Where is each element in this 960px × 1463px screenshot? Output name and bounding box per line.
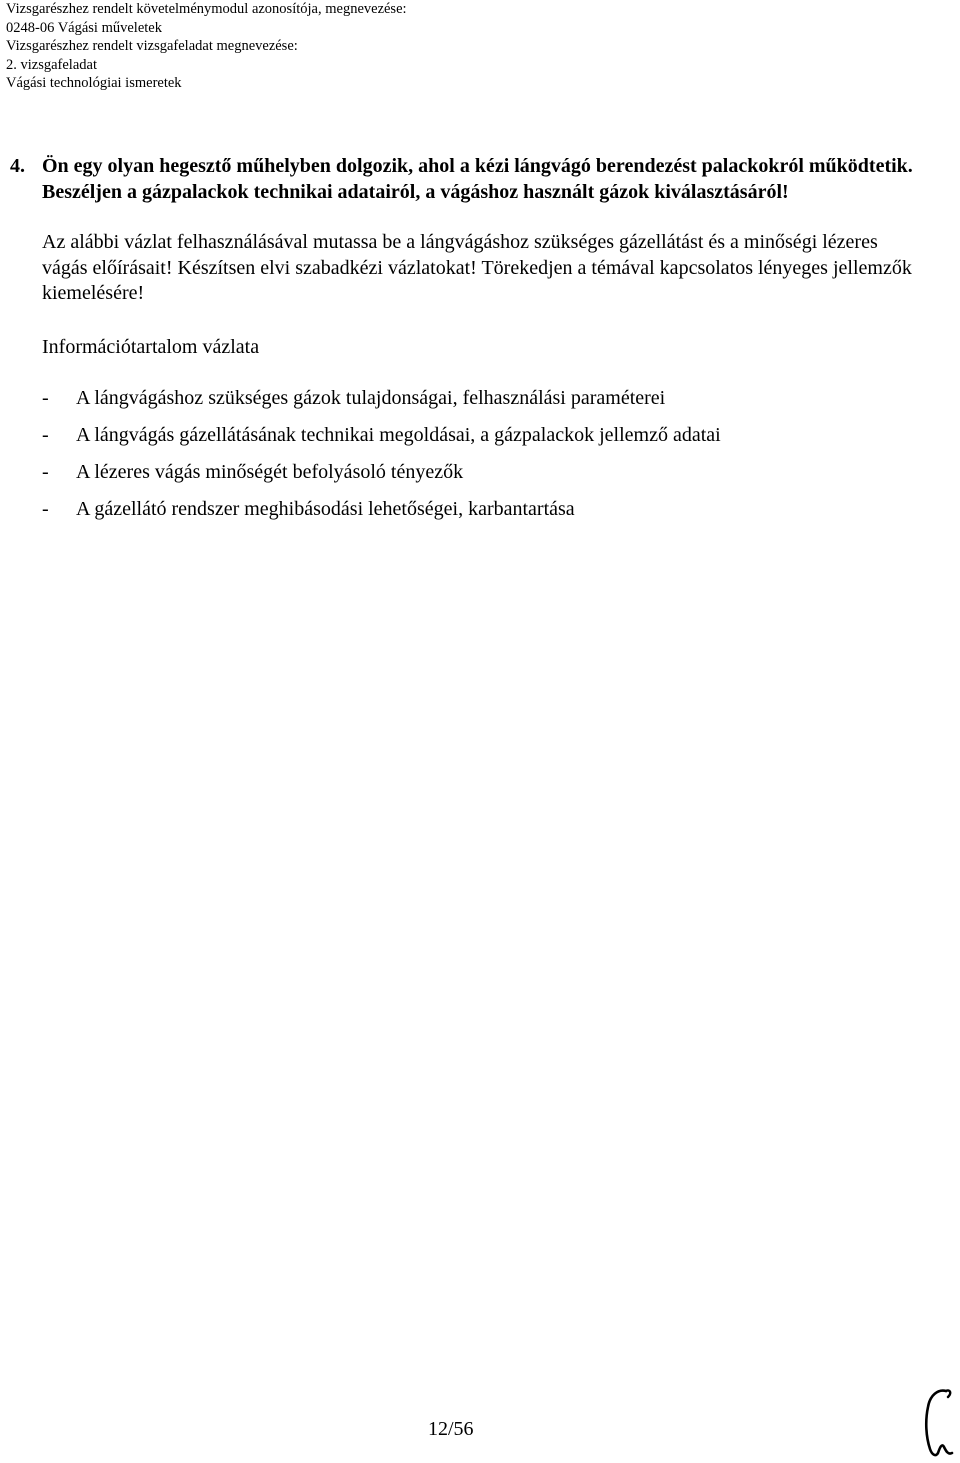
- list-item-text: A lángvágás gázellátásának technikai megoldásai, a gázpalackok jellemző adatai: [76, 424, 721, 446]
- list-dash: -: [42, 461, 49, 483]
- outline-list: [42, 385, 721, 533]
- header-task-number: 2. vizsgafeladat: [6, 56, 97, 73]
- list-dash: -: [42, 387, 49, 409]
- signature-mark: [912, 1385, 960, 1460]
- list-item: [42, 422, 721, 459]
- header-task-name: Vágási technológiai ismeretek: [6, 75, 182, 92]
- task-instructions: Az alábbi vázlat felhasználásával mutassa be a lángvágáshoz szükséges gázellátást és a minőségi lézeres vágás előírásait! Készítsen elvi szabadkézi vázlatokat! Törekedjen a témával kapcsolatos lényeges jellemzők kiemelésére!: [42, 231, 912, 304]
- task-number: 4.: [10, 155, 25, 177]
- list-item-text: A lángvágáshoz szükséges gázok tulajdonságai, felhasználási paraméterei: [76, 387, 666, 409]
- outline-title: Információtartalom vázlata: [42, 336, 260, 358]
- list-item: [42, 385, 721, 422]
- list-dash: -: [42, 498, 49, 520]
- list-item-text: A lézeres vágás minőségét befolyásoló tényezők: [76, 461, 464, 483]
- list-item: [42, 496, 721, 533]
- list-dash: -: [42, 424, 49, 446]
- header-module-label: Vizsgarészhez rendelt követelménymodul azonosítója, megnevezése:: [6, 1, 407, 17]
- document-header: [6, 0, 407, 93]
- task-title: Ön egy olyan hegesztő műhelyben dolgozik, ahol a kézi lángvágó berendezést palackokról működtetik. Beszéljen a gázpalackok technikai adatairól, a vágáshoz használt gázok kiválasztásáról!: [42, 155, 913, 203]
- header-task-label: Vizsgarészhez rendelt vizsgafeladat megnevezése:: [6, 38, 298, 55]
- page-number: 12/56: [428, 1418, 474, 1440]
- list-item: [42, 459, 721, 496]
- header-module-name: 0248-06 Vágási műveletek: [6, 19, 162, 36]
- list-item-text: A gázellátó rendszer meghibásodási lehetőségei, karbantartása: [76, 498, 575, 520]
